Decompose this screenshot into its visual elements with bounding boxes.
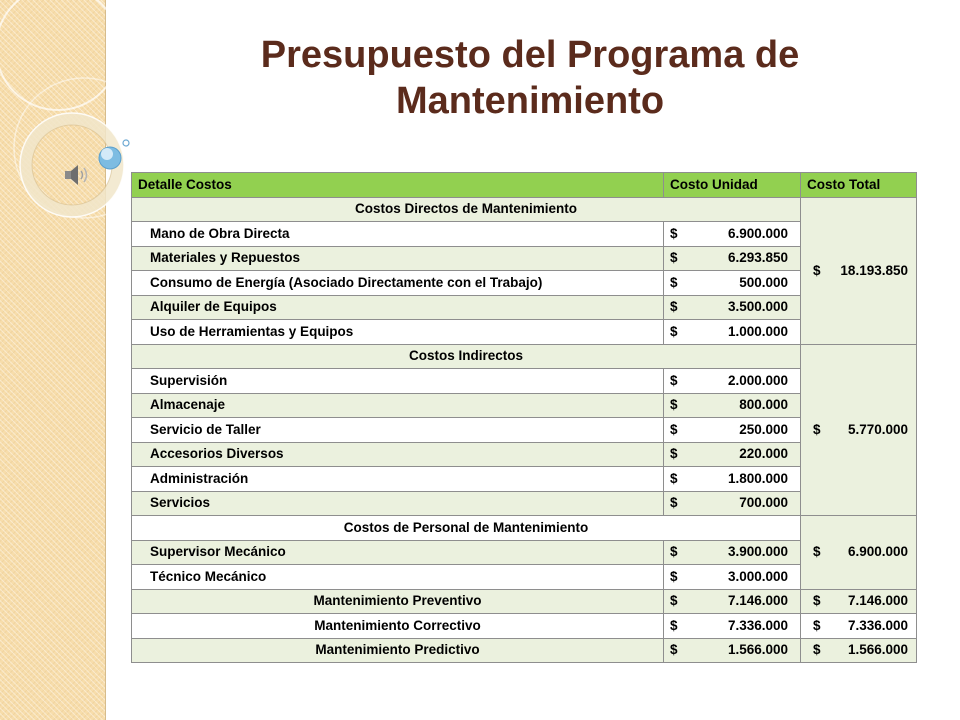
cost-item-unit-cost [664, 246, 801, 271]
amount: 3.500.000 [727, 299, 788, 315]
cost-item-row [132, 442, 917, 467]
cost-item-label: Mano de Obra Directa [132, 222, 664, 247]
section-title-row [132, 516, 917, 541]
cost-item-label: Servicios [132, 491, 664, 516]
cost-item-label: Consumo de Energía (Asociado Directamente con el Trabajo) [132, 271, 664, 296]
currency-symbol: $ [670, 274, 678, 290]
cost-item-row [132, 565, 917, 590]
column-header-unit-cost: Costo Unidad [664, 173, 801, 198]
amount: 3.900.000 [727, 544, 788, 560]
currency-symbol: $ [670, 544, 678, 560]
summary-total-cost [801, 589, 917, 614]
amount: 7.336.000 [727, 617, 788, 633]
cost-item-label: Servicio de Taller [132, 418, 664, 443]
amount: 1.566.000 [847, 642, 908, 658]
amount: 1.800.000 [727, 470, 788, 486]
cost-item-row [132, 271, 917, 296]
slide-title [140, 32, 920, 124]
summary-label: Mantenimiento Preventivo [132, 589, 664, 614]
cost-item-unit-cost [664, 565, 801, 590]
cost-item-unit-cost [664, 295, 801, 320]
cost-item-row [132, 467, 917, 492]
table-header-row [132, 173, 917, 198]
section-title-row [132, 344, 917, 369]
amount: 500.000 [739, 274, 788, 290]
currency-symbol: $ [813, 642, 821, 658]
section-title: Costos Indirectos [132, 344, 801, 369]
cost-item-row [132, 295, 917, 320]
currency-symbol: $ [670, 593, 678, 609]
cost-item-row [132, 540, 917, 565]
cost-item-label: Técnico Mecánico [132, 565, 664, 590]
cost-item-row [132, 369, 917, 394]
cost-item-label: Accesorios Diversos [132, 442, 664, 467]
cost-item-label: Materiales y Repuestos [132, 246, 664, 271]
cost-item-label: Supervisión [132, 369, 664, 394]
summary-row [132, 638, 917, 663]
section-total-cell [801, 344, 917, 516]
amount: 6.900.000 [727, 225, 788, 241]
cost-item-unit-cost [664, 467, 801, 492]
cost-item-unit-cost [664, 393, 801, 418]
section-total-amount: 6.900.000 [847, 544, 908, 560]
budget-table [131, 172, 917, 663]
amount: 2.000.000 [727, 372, 788, 388]
cost-item-row [132, 246, 917, 271]
summary-total-cost [801, 638, 917, 663]
currency-symbol: $ [813, 544, 821, 560]
section-total-cell [801, 197, 917, 344]
currency-symbol: $ [670, 446, 678, 462]
currency-symbol: $ [813, 617, 821, 633]
cost-item-label: Uso de Herramientas y Equipos [132, 320, 664, 345]
column-header-total-cost: Costo Total [801, 173, 917, 198]
currency-symbol: $ [670, 421, 678, 437]
cost-item-label: Supervisor Mecánico [132, 540, 664, 565]
cost-item-unit-cost [664, 320, 801, 345]
amount: 250.000 [739, 421, 788, 437]
currency-symbol: $ [670, 372, 678, 388]
section-total-amount: 5.770.000 [847, 421, 908, 437]
amount: 1.566.000 [727, 642, 788, 658]
decorative-circles [0, 0, 140, 240]
cost-item-unit-cost [664, 222, 801, 247]
summary-label: Mantenimiento Predictivo [132, 638, 664, 663]
cost-item-row [132, 222, 917, 247]
section-title: Costos Directos de Mantenimiento [132, 197, 801, 222]
currency-symbol: $ [813, 262, 821, 278]
cost-item-unit-cost [664, 540, 801, 565]
section-title-row [132, 197, 917, 222]
slide-title-line-1: Presupuesto del Programa de [260, 34, 800, 76]
summary-unit-cost [664, 638, 801, 663]
amount: 7.146.000 [847, 593, 908, 609]
section-total-cell [801, 516, 917, 590]
currency-symbol: $ [670, 250, 678, 266]
currency-symbol: $ [670, 617, 678, 633]
cost-item-label: Administración [132, 467, 664, 492]
cost-item-unit-cost [664, 271, 801, 296]
slide-title-line-2: Mantenimiento [395, 80, 665, 122]
cost-item-label: Almacenaje [132, 393, 664, 418]
summary-unit-cost [664, 589, 801, 614]
currency-symbol: $ [670, 225, 678, 241]
amount: 6.293.850 [727, 250, 788, 266]
cost-item-unit-cost [664, 369, 801, 394]
summary-row [132, 614, 917, 639]
currency-symbol: $ [670, 470, 678, 486]
cost-item-unit-cost [664, 491, 801, 516]
section-total-amount: 18.193.850 [840, 262, 908, 278]
cost-item-unit-cost [664, 442, 801, 467]
cost-item-label: Alquiler de Equipos [132, 295, 664, 320]
summary-row [132, 589, 917, 614]
amount: 3.000.000 [727, 568, 788, 584]
column-header-detail: Detalle Costos [132, 173, 664, 198]
currency-symbol: $ [813, 421, 821, 437]
currency-symbol: $ [670, 323, 678, 339]
summary-unit-cost [664, 614, 801, 639]
amount: 700.000 [739, 495, 788, 511]
decorative-bubble-highlight [101, 148, 113, 160]
section-title: Costos de Personal de Mantenimiento [132, 516, 801, 541]
currency-symbol: $ [670, 397, 678, 413]
currency-symbol: $ [813, 593, 821, 609]
amount: 1.000.000 [727, 323, 788, 339]
amount: 220.000 [739, 446, 788, 462]
cost-item-row [132, 393, 917, 418]
currency-symbol: $ [670, 568, 678, 584]
decorative-arc-top [0, 0, 120, 110]
amount: 7.146.000 [727, 593, 788, 609]
currency-symbol: $ [670, 642, 678, 658]
decorative-small-bubble [123, 140, 129, 146]
cost-item-row [132, 418, 917, 443]
cost-item-unit-cost [664, 418, 801, 443]
currency-symbol: $ [670, 299, 678, 315]
summary-label: Mantenimiento Correctivo [132, 614, 664, 639]
amount: 7.336.000 [847, 617, 908, 633]
cost-item-row [132, 491, 917, 516]
currency-symbol: $ [670, 495, 678, 511]
speaker-icon[interactable] [62, 160, 92, 190]
amount: 800.000 [739, 397, 788, 413]
summary-total-cost [801, 614, 917, 639]
cost-item-row [132, 320, 917, 345]
